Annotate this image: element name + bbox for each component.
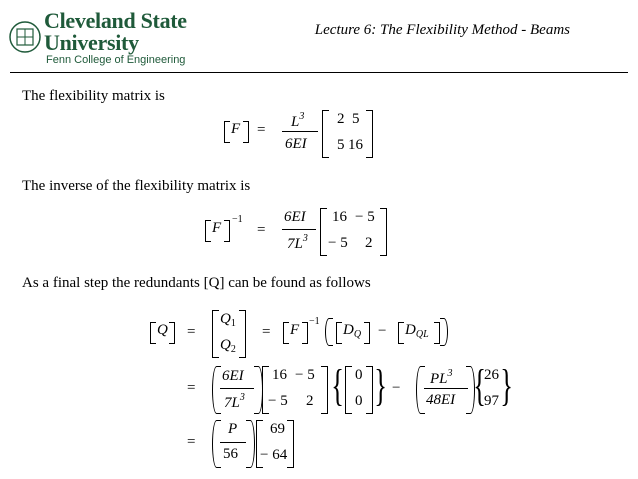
eq1-equals: = xyxy=(257,122,266,138)
paragraph-redundants: As a final step the redundants [Q] can be found as follows xyxy=(22,275,371,291)
vector-bracket-left xyxy=(345,366,352,414)
bracket-right xyxy=(224,220,230,242)
matrix-cell: 5 xyxy=(337,137,345,153)
eq4-denominator-2: 48EI xyxy=(426,392,456,408)
lecture-title: Lecture 6: The Flexibility Method - Beams xyxy=(314,22,570,38)
vector-cell: $Q_2$ xyxy=(220,337,236,355)
eq4-denominator: $7L^3$ xyxy=(224,392,245,411)
brace-right: } xyxy=(374,361,387,410)
logo-line-1: Cleveland State xyxy=(44,8,187,33)
eq3-f-exponent: −1 xyxy=(309,316,320,327)
vector-cell: 26 xyxy=(484,367,499,383)
eq2-lhs: F xyxy=(212,220,222,236)
eq3-minus: − xyxy=(378,323,387,339)
eq3-lhs: Q xyxy=(157,322,168,338)
eq4-numerator: 6EI xyxy=(222,368,244,384)
eq5-denominator: 56 xyxy=(223,446,238,462)
bracket-left xyxy=(205,220,211,242)
vector-bracket-right xyxy=(366,366,373,414)
matrix-cell: − 5 xyxy=(295,367,315,383)
eq5-equals: = xyxy=(187,434,196,450)
university-seal-icon xyxy=(8,20,42,54)
vector-cell: $Q_1$ xyxy=(220,311,236,329)
vector-cell: − 64 xyxy=(260,447,288,463)
header-divider xyxy=(10,72,628,73)
eq3-equals: = xyxy=(187,324,196,340)
eq2-denominator: $7L^3$ xyxy=(287,233,308,252)
bracket-right xyxy=(302,322,308,344)
vector-cell: 0 xyxy=(355,393,363,409)
matrix-bracket-left xyxy=(322,110,329,158)
bracket-left xyxy=(398,322,404,344)
brace-left: { xyxy=(473,361,486,410)
eq1-numerator: $L^3$ xyxy=(291,111,305,130)
eq3-dql: $D_{QL}$ xyxy=(405,322,429,340)
matrix-cell: 2 xyxy=(306,393,314,409)
eq5-numerator: P xyxy=(228,421,238,437)
bracket-right xyxy=(169,322,175,344)
university-logo xyxy=(6,6,206,70)
bracket-right xyxy=(243,121,249,143)
eq3-equals-2: = xyxy=(262,324,271,340)
fraction-line xyxy=(282,131,318,132)
matrix-cell: − 5 xyxy=(355,209,375,225)
paren-left xyxy=(325,318,333,346)
vector-bracket-right xyxy=(239,310,246,358)
matrix-cell: 2 xyxy=(365,235,373,251)
paren-right xyxy=(440,318,448,346)
vector-bracket-left xyxy=(212,310,219,358)
eq3-dq: $D_Q$ xyxy=(343,322,362,340)
paragraph-flexibility-matrix: The flexibility matrix is xyxy=(22,88,165,104)
vector-cell: 0 xyxy=(355,367,363,383)
matrix-bracket-left xyxy=(320,208,327,256)
matrix-bracket-right xyxy=(366,110,373,158)
matrix-cell: 5 xyxy=(352,111,360,127)
vector-bracket-right xyxy=(287,420,294,468)
matrix-bracket-right xyxy=(380,208,387,256)
matrix-cell: − 5 xyxy=(268,393,288,409)
paren-right xyxy=(246,420,255,468)
bracket-left xyxy=(150,322,156,344)
paragraph-inverse-matrix: The inverse of the flexibility matrix is xyxy=(22,178,251,194)
bracket-left xyxy=(224,121,230,143)
fraction-line xyxy=(220,388,254,389)
bracket-left xyxy=(283,322,289,344)
eq1-lhs: F xyxy=(231,121,241,137)
eq1-denominator: 6EI xyxy=(285,136,307,152)
paren-left xyxy=(416,366,425,414)
paren-left xyxy=(212,366,221,414)
bracket-right xyxy=(364,322,370,344)
vector-cell: 69 xyxy=(270,421,285,437)
brace-left: { xyxy=(331,361,344,410)
eq2-equals: = xyxy=(257,222,266,238)
matrix-cell: 16 xyxy=(348,137,363,153)
fraction-line xyxy=(282,229,316,230)
bracket-left xyxy=(336,322,342,344)
matrix-cell: 2 xyxy=(337,111,345,127)
logo-line-3: Fenn College of Engineering xyxy=(46,54,186,66)
eq2-exponent: −1 xyxy=(232,214,243,225)
matrix-bracket-right xyxy=(321,366,328,414)
matrix-cell: 16 xyxy=(272,367,287,383)
eq4-minus: − xyxy=(392,380,401,396)
fraction-line xyxy=(424,388,468,389)
eq2-numerator: 6EI xyxy=(284,209,306,225)
eq4-numerator-2: $PL^3$ xyxy=(430,368,453,387)
matrix-cell: 16 xyxy=(332,209,347,225)
vector-cell: 97 xyxy=(484,393,499,409)
logo-line-2: University xyxy=(44,30,139,55)
eq3-f: F xyxy=(290,322,300,338)
brace-right: } xyxy=(500,361,513,410)
eq4-equals: = xyxy=(187,380,196,396)
fraction-line xyxy=(220,442,246,443)
matrix-cell: − 5 xyxy=(328,235,348,251)
paren-left xyxy=(212,420,221,468)
